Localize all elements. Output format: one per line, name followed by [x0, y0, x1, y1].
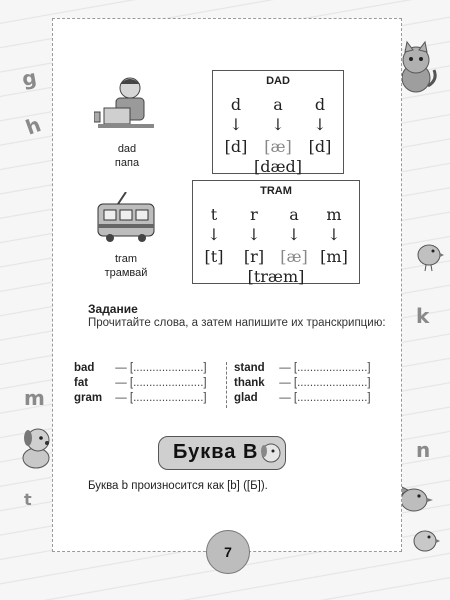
arrow-icon: ↓: [313, 115, 327, 134]
transcription-blank[interactable]: [......................]: [129, 392, 207, 404]
transcription-blank[interactable]: [......................]: [129, 362, 207, 374]
exercise-word: glad: [234, 392, 258, 404]
tram-sound: [r]: [243, 247, 265, 266]
transcription-blank[interactable]: [......................]: [293, 362, 371, 374]
tram-sound: [m]: [320, 247, 348, 266]
tram-box-title: TRAM: [260, 185, 292, 197]
dash: —: [115, 362, 127, 374]
tram-illustration: [96, 192, 156, 244]
exercise-row-right: [234, 392, 371, 404]
man-at-laptop-illustration: [94, 74, 160, 134]
arrow-icon: ↓: [271, 115, 285, 134]
exercise-word: thank: [234, 377, 265, 389]
tram-letter: m: [326, 205, 342, 224]
letter-banner: [158, 436, 286, 470]
dad-translation: папа: [114, 157, 140, 169]
exercise-row-right: [234, 377, 371, 389]
pronunciation-rule: Буква b произносится как [b] ([Б]).: [88, 480, 268, 492]
exercise-row-left: [74, 377, 207, 389]
deco-letter-k: k: [416, 304, 430, 328]
dad-word: dad: [117, 143, 137, 155]
arrow-icon: ↓: [207, 225, 221, 244]
tram-letter: a: [289, 205, 299, 224]
dad-box-title: DAD: [266, 75, 290, 87]
dash: —: [279, 392, 291, 404]
tram-letter: t: [210, 205, 218, 224]
task-instructions: Прочитайте слова, а затем напишите их транскрипцию:: [88, 317, 386, 329]
dash: —: [279, 377, 291, 389]
arrow-icon: ↓: [287, 225, 301, 244]
exercise-row-left: [74, 392, 207, 404]
tram-letter: r: [250, 205, 258, 224]
transcription-blank[interactable]: [......................]: [293, 377, 371, 389]
tram-translation: трамвай: [104, 267, 148, 279]
tram-sound: [t]: [204, 247, 224, 266]
dash: —: [279, 362, 291, 374]
tram-caption: [92, 252, 160, 280]
dog-illustration: [16, 424, 56, 472]
dad-sound: [d]: [308, 137, 332, 156]
exercise-row-left: [74, 362, 207, 374]
bird-illustration-bottom: [410, 524, 440, 558]
exercise-word: gram: [74, 392, 103, 404]
dash: —: [115, 392, 127, 404]
transcription-blank[interactable]: [......................]: [293, 392, 371, 404]
dad-sound: [æ]: [264, 137, 292, 156]
arrow-icon: ↓: [327, 225, 341, 244]
deco-letter-m: m: [24, 386, 45, 410]
page-number: 7: [206, 530, 250, 574]
arrow-icon: ↓: [247, 225, 261, 244]
dad-caption: [94, 142, 160, 170]
column-divider: [226, 362, 227, 408]
dad-letter: d: [230, 95, 242, 114]
dad-sound: [d]: [224, 137, 248, 156]
tram-phonetic-box: [192, 180, 360, 284]
deco-letter-n: n: [416, 438, 431, 462]
exercise-word: bad: [74, 362, 95, 374]
exercise-row-right: [234, 362, 371, 374]
dad-letter: a: [273, 95, 283, 114]
bird-illustration-top: [414, 238, 444, 272]
arrow-icon: ↓: [229, 115, 243, 134]
dash: —: [115, 377, 127, 389]
deco-letter-g: g: [20, 64, 39, 92]
tram-word: tram: [115, 253, 137, 265]
deco-letter-t: t: [24, 490, 32, 509]
dad-letter: d: [314, 95, 326, 114]
transcription-blank[interactable]: [......................]: [129, 377, 207, 389]
puppy-icon: [259, 441, 283, 465]
exercise-word: stand: [234, 362, 265, 374]
banner-label: Буква B: [173, 441, 259, 463]
tram-transcription: [træm]: [247, 267, 305, 286]
dad-phonetic-box: [212, 70, 344, 174]
exercise-word: fat: [74, 377, 89, 389]
tram-sound: [æ]: [280, 247, 308, 266]
dad-transcription: [dæd]: [253, 157, 302, 176]
task-title: Задание: [88, 302, 138, 316]
deco-letter-h: h: [22, 112, 44, 140]
